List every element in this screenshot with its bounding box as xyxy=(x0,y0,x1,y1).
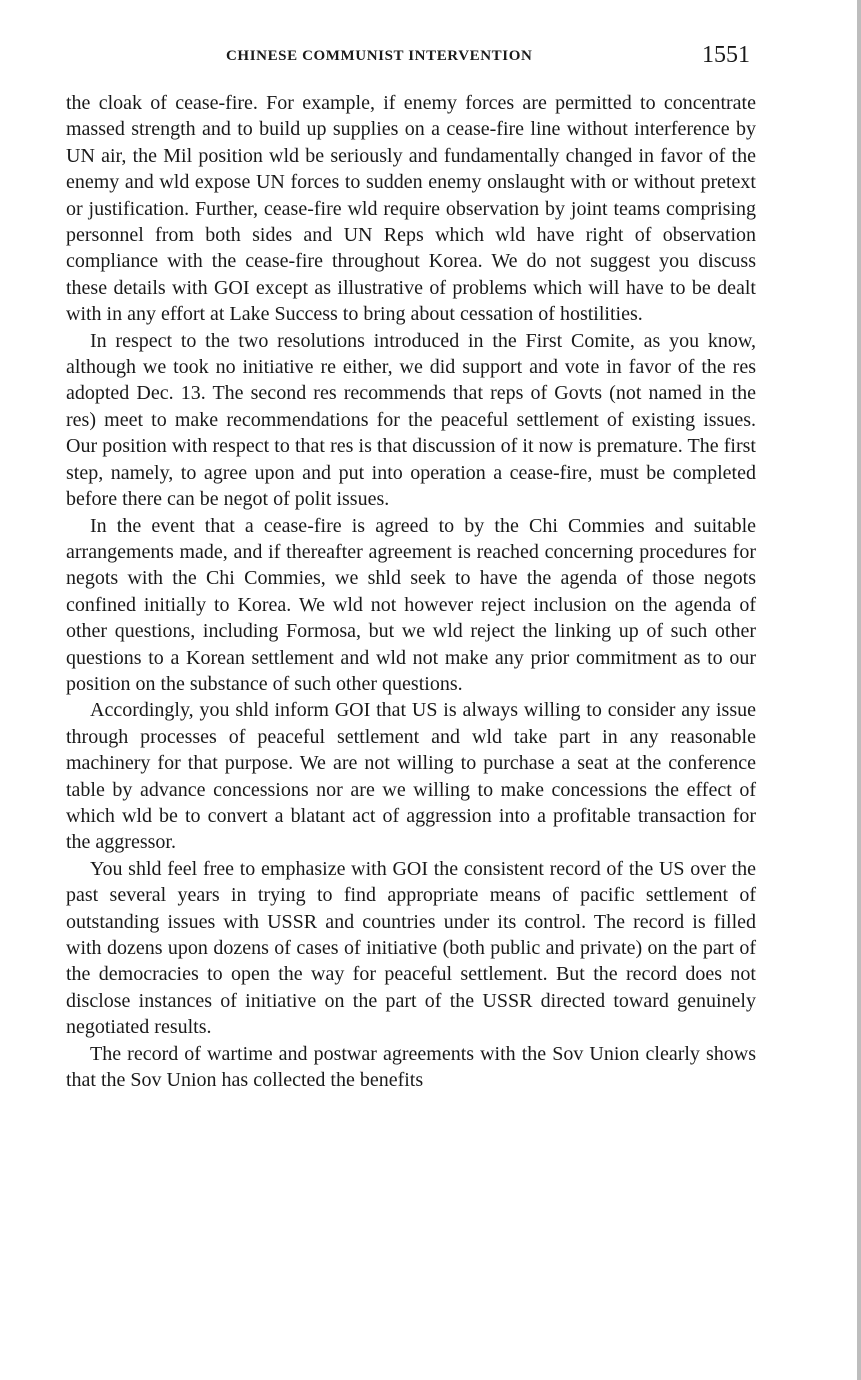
page-number: 1551 xyxy=(702,42,750,68)
paragraph-5: You shld feel free to emphasize with GOI the consistent record of the US over the past several years in trying to find appropriate means of pacific settlement of outstanding issues with USSR and countries under its control. The record is filled with dozens upon dozens of cases of initiative (both public and private) on the part of the democracies to open the way for peaceful settlement. But the record does not disclose instances of initiative on the part of the USSR directed toward genuinely negotiated results. xyxy=(66,857,756,1039)
body-text xyxy=(66,90,756,1093)
paragraph-6: The record of wartime and postwar agreements with the Sov Union clearly shows that the Sov Union has collected the benefits xyxy=(66,1042,756,1092)
paragraph-3: In the event that a cease-fire is agreed to by the Chi Commies and suitable arrangements made, and if thereafter agreement is reached concerning procedures for negots with the Chi Commies, we shld seek to have the agenda of those negots confined initially to Korea. We wld not however reject inclusion on the agenda of other questions, including Formosa, but we wld reject the linking up of such other questions to a Korean settlement and wld not make any prior commitment as to our position on the substance of such other questions. xyxy=(66,514,756,695)
running-head xyxy=(66,40,756,80)
page-edge-shadow xyxy=(857,0,861,1380)
running-title: CHINESE COMMUNIST INTERVENTION xyxy=(226,48,533,64)
paragraph-2: In respect to the two resolutions introduced in the First Comite, as you know, although we took no initiative re either, we did support and vote in favor of the res adopted Dec. 13. The second res recommends that reps of Govts (not named in the res) meet to make recommendations for the peaceful settlement of existing issues. Our position with respect to that res is that discussion of it now is premature. The first step, namely, to agree upon and put into operation a cease-fire, must be completed before there can be negot of polit issues. xyxy=(66,329,756,511)
paragraph-1: the cloak of cease-fire. For example, if enemy forces are permitted to concentrate massed strength and to build up supplies on a cease-fire line without interference by UN air, the Mil position wld be seriously and fundamentally changed in favor of the enemy and wld expose UN forces to sudden enemy onslaught with or without pretext or justification. Further, cease-fire wld require observation by joint teams comprising personnel from both sides and UN Reps which wld have right of observation compliance with the cease-fire throughout Korea. We do not suggest you discuss these details with GOI except as illustrative of problems which will have to be dealt with in any effort at Lake Success to bring about cessation of hostilities. xyxy=(66,92,756,326)
document-page xyxy=(66,40,756,1093)
paragraph-4: Accordingly, you shld inform GOI that US is always willing to consider any issue through processes of peaceful settlement and wld take part in any reasonable machinery for that purpose. We are not willing to purchase a seat at the conference table by advance concessions nor are we willing to make concessions the effect of which wld be to convert a blatant act of aggression into a profitable transaction for the aggressor. xyxy=(66,699,756,854)
